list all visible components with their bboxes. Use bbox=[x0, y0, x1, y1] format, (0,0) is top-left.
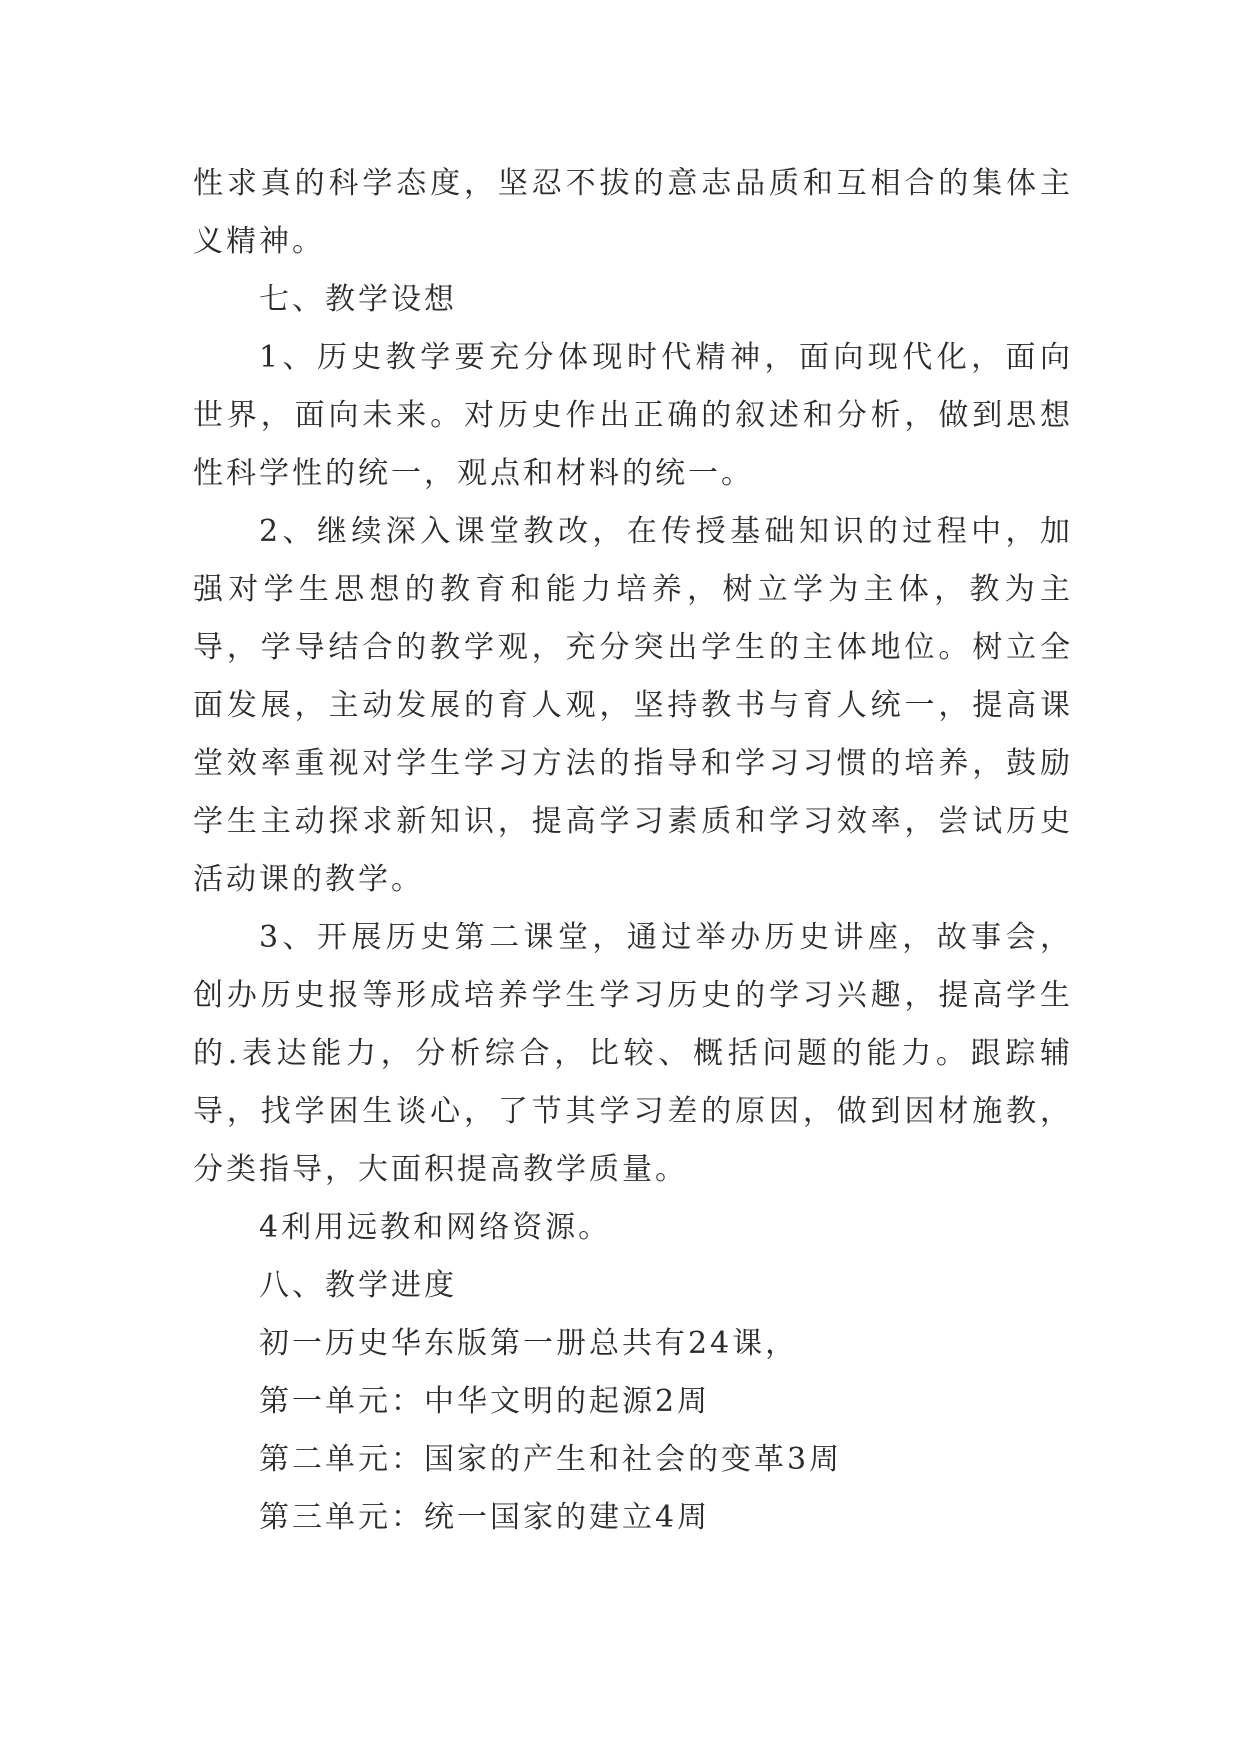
paragraph-idea-3: 3、开展历史第二课堂，通过举办历史讲座，故事会，创办历史报等形成培养学生学习历史的学习兴趣，提高学生的.表达能力，分析综合，比较、概括问题的能力。跟踪辅导，找学困生谈心，了节其学习差的原因，做到因材施教，分类指导，大面积提高教学质量。 bbox=[193, 920, 1073, 1187]
paragraph-idea-4: 4利用远教和网络资源。 bbox=[259, 1210, 612, 1245]
paragraph-continuation: 性求真的科学态度，坚忍不拔的意志品质和互相合的集体主义精神。 bbox=[193, 166, 1073, 259]
paragraph-idea-1: 1、历史教学要充分体现时代精神，面向现代化，面向世界，面向未来。对历史作出正确的叙述和分析，做到思想性科学性的统一，观点和材料的统一。 bbox=[193, 340, 1073, 491]
section-heading-teaching-schedule: 八、教学进度 bbox=[259, 1268, 457, 1303]
schedule-unit-3: 第三单元：统一国家的建立4周 bbox=[259, 1500, 711, 1535]
schedule-unit-1: 第一单元：中华文明的起源2周 bbox=[259, 1384, 711, 1419]
section-heading-teaching-ideas: 七、教学设想 bbox=[259, 282, 457, 317]
schedule-intro: 初一历史华东版第一册总共有24课， bbox=[259, 1326, 799, 1361]
document-body bbox=[193, 155, 1073, 1547]
schedule-unit-2: 第二单元：国家的产生和社会的变革3周 bbox=[259, 1442, 843, 1477]
paragraph-idea-2: 2、继续深入课堂教改，在传授基础知识的过程中，加强对学生思想的教育和能力培养，树立学为主体，教为主导，学导结合的教学观，充分突出学生的主体地位。树立全面发展，主动发展的育人观，坚持教书与育人统一，提高课堂效率重视对学生学习方法的指导和学习习惯的培养，鼓励学生主动探求新知识，提高学习素质和学习效率，尝试历史活动课的教学。 bbox=[193, 514, 1073, 897]
